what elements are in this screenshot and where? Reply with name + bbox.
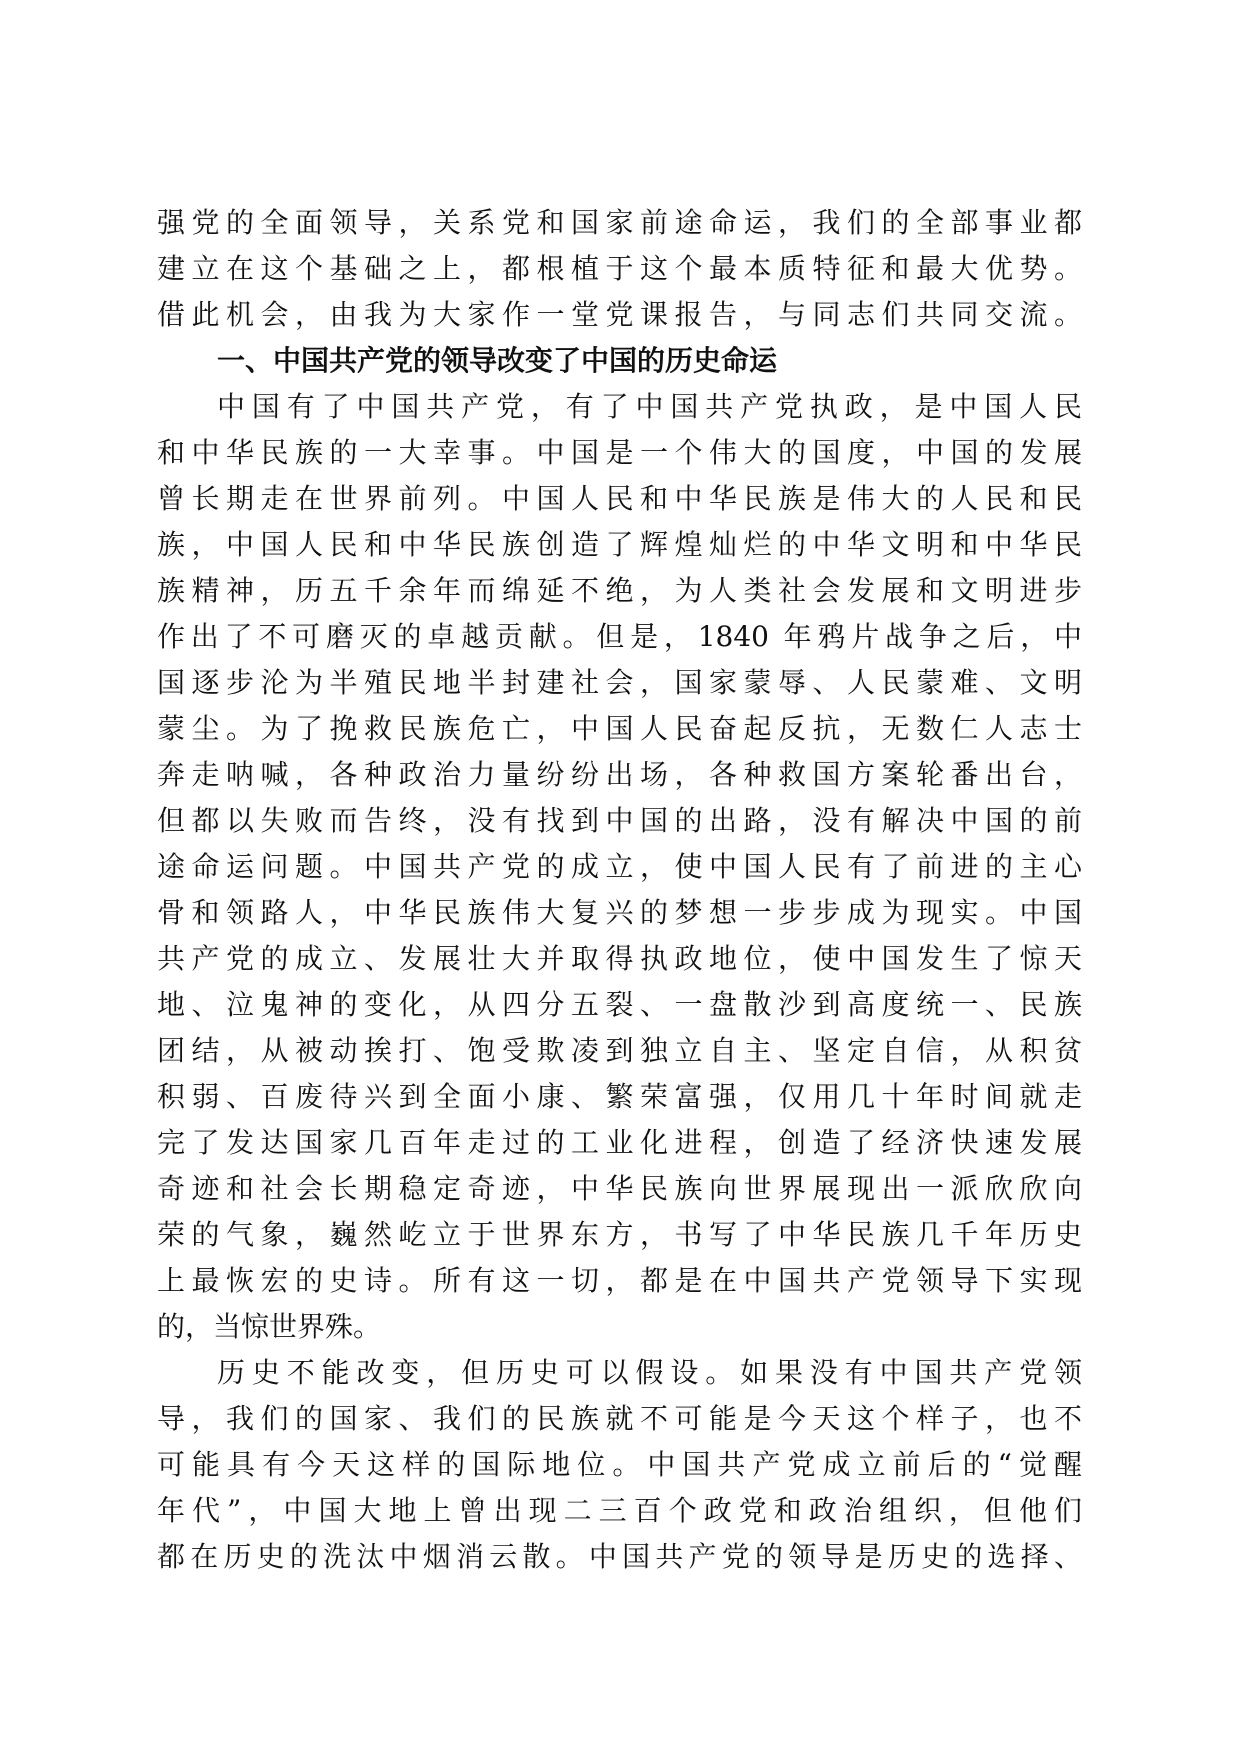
text-line: 荣的气象，巍然屹立于世界东方，书写了中华民族几千年历史 [157, 1218, 1082, 1251]
text-line: 借此机会，由我为大家作一堂党课报告，与同志们共同交流。 [157, 298, 1082, 331]
document-body [157, 200, 1082, 1580]
text-line: 蒙尘。为了挽救民族危亡，中国人民奋起反抗，无数仁人志士 [157, 712, 1082, 745]
section-heading: 一、中国共产党的领导改变了中国的历史命运 [217, 344, 778, 377]
text-line: 和中华民族的一大幸事。中国是一个伟大的国度，中国的发展 [157, 436, 1082, 469]
text-line: 导，我们的国家、我们的民族就不可能是今天这个样子，也不 [157, 1402, 1082, 1435]
text-line: 强党的全面领导，关系党和国家前途命运，我们的全部事业都 [157, 206, 1082, 239]
text-line: 团结，从被动挨打、饱受欺凌到独立自主、坚定自信，从积贫 [157, 1034, 1082, 1067]
text-line: 建立在这个基础之上，都根植于这个最本质特征和最大优势。 [157, 252, 1082, 285]
text-line: 作出了不可磨灭的卓越贡献。但是，1840 年鸦片战争之后，中 [157, 620, 1082, 653]
text-line: 历史不能改变，但历史可以假设。如果没有中国共产党领 [217, 1356, 1082, 1389]
text-line: 完了发达国家几百年走过的工业化进程，创造了经济快速发展 [157, 1126, 1082, 1159]
text-line: 上最恢宏的史诗。所有这一切，都是在中国共产党领导下实现 [157, 1264, 1082, 1297]
text-line: 族精神，历五千余年而绵延不绝，为人类社会发展和文明进步 [157, 574, 1082, 607]
text-line: 年代”，中国大地上曾出现二三百个政党和政治组织，但他们 [157, 1494, 1082, 1527]
text-line: 国逐步沦为半殖民地半封建社会，国家蒙辱、人民蒙难、文明 [157, 666, 1082, 699]
text-line: 可能具有今天这样的国际地位。中国共产党成立前后的“觉醒 [157, 1448, 1082, 1481]
text-line: 都在历史的洗汰中烟消云散。中国共产党的领导是历史的选择、 [157, 1540, 1082, 1573]
text-line: 骨和领路人，中华民族伟大复兴的梦想一步步成为现实。中国 [157, 896, 1082, 929]
text-line: 奔走呐喊，各种政治力量纷纷出场，各种救国方案轮番出台， [157, 758, 1082, 791]
text-line: 中国有了中国共产党，有了中国共产党执政，是中国人民 [217, 390, 1082, 423]
text-line: 地、泣鬼神的变化，从四分五裂、一盘散沙到高度统一、民族 [157, 988, 1082, 1021]
text-line: 但都以失败而告终，没有找到中国的出路，没有解决中国的前 [157, 804, 1082, 837]
text-line: 途命运问题。中国共产党的成立，使中国人民有了前进的主心 [157, 850, 1082, 883]
text-line: 积弱、百废待兴到全面小康、繁荣富强，仅用几十年时间就走 [157, 1080, 1082, 1113]
text-line: 族，中国人民和中华民族创造了辉煌灿烂的中华文明和中华民 [157, 528, 1082, 561]
text-line: 的，当惊世界殊。 [157, 1310, 382, 1343]
text-line: 曾长期走在世界前列。中国人民和中华民族是伟大的人民和民 [157, 482, 1082, 515]
text-line: 奇迹和社会长期稳定奇迹，中华民族向世界展现出一派欣欣向 [157, 1172, 1082, 1205]
text-line: 共产党的成立、发展壮大并取得执政地位，使中国发生了惊天 [157, 942, 1082, 975]
